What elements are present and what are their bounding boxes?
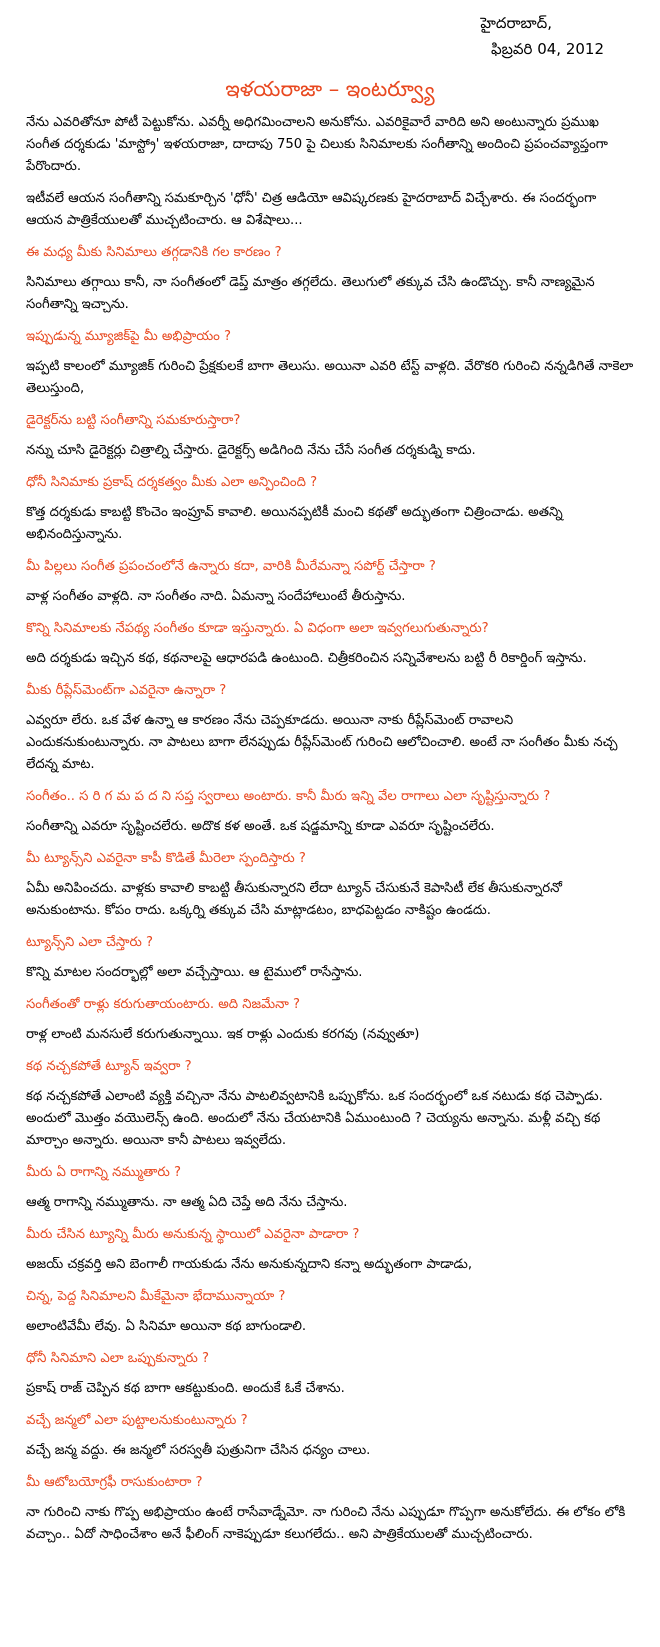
question: కథ నచ్చకపోతే ట్యూన్ ఇవ్వరా ?: [26, 1059, 192, 1074]
answer: అలాంటివేమీ లేవు. ఏ సినిమా అయినా కథ బాగుండాలి.: [26, 1319, 307, 1334]
question: కొన్ని సినిమాలకు నేపథ్య సంగీతం కూడా ఇస్తున్నారు. ఏ విధంగా అలా ఇవ్వగలుగుతున్నారు?: [26, 621, 489, 636]
answer: అజయ్ చక్రవర్తి అని బెంగాలీ గాయకుడు నేను అనుకున్నదాని కన్నా అద్భుతంగా పాడాడు,: [26, 1257, 473, 1272]
answer: సినిమాలు తగ్గాయి కానీ, నా సంగీతంలో డెప్త్ మాత్రం తగ్గలేదు. తెలుగులో తక్కువ చేసి ఉండొచ్చు. కానీ నాణ్యమైన సంగీతాన్ని ఇచ్చాను.: [26, 275, 595, 312]
answer: ఎవ్వరూ లేరు. ఒక వేళ ఉన్నా ఆ కారణం నేను చెప్పకూడదు. అయినా నాకు రీప్లేస్‌మెంట్ రావాలని ఎందుకనుకుంటున్నారు. నా పాటలు బాగా లేనప్పుడు రీప్లేస్‌మెంట్ గురించి ఆలోచించాలి. అంటే నా సంగీతం మీకు నచ్చ లేదన్న మాట.: [26, 713, 618, 772]
place-label: హైదరాబాద్,: [480, 14, 552, 32]
intro: [26, 112, 634, 232]
question: ఇప్పుడున్న మ్యూజిక్‌పై మీ అభిప్రాయం ?: [26, 329, 232, 344]
answer: కథ నచ్చకపోతే ఎలాంటి వ్యక్తి వచ్చినా నేను పాటలివ్వటానికి ఒప్పుకోను. ఒక సందర్భంలో ఒక నటుడు కథ చెప్పాడు. అందులో మొత్తం వయొలెన్స్ ఉంది. అందులో నేను చేయటానికి ఏముంటుంది ? చెయ్యను అన్నాను. మళ్లీ వచ్చి కథ మార్చాం అన్నారు. అయినా కానీ పాటలు ఇవ్వలేదు.: [26, 1089, 603, 1148]
question: మీ పిల్లలు సంగీత ప్రపంచంలోనే ఉన్నారు కదా, వారికి మీరేమన్నా సపోర్ట్ చేస్తారా ?: [26, 559, 436, 574]
answer: వచ్చే జన్మ వద్దు. ఈ జన్మలో సరస్వతీ పుత్రునిగా చేసిన ధన్యం చాలు.: [26, 1443, 371, 1458]
answer: నన్ను చూసి డైరెక్టర్లు చిత్రాల్ని చేస్తారు. డైరెక్టర్స్ అడిగింది నేను చేసే సంగీత దర్శకుడ్ని కాదు.: [26, 443, 476, 458]
intro-paragraph: నేను ఎవరితోనూ పోటీ పెట్టుకోను. ఎవర్నీ అధిగమించాలని అనుకోను. ఎవరికైవారే వారిది అని అంటున్నారు ప్రముఖ సంగీత దర్శకుడు 'మాస్ట్రో' ఇళయరాజా, దాదాపు 750 పై చిలుకు సినిమాలకు సంగీతాన్ని అందించి ప్రపంచవ్యాప్తంగా పేరొందారు.: [26, 115, 608, 174]
question: మీ ఆటోబయోగ్రఫీ రాసుకుంటారా ?: [26, 1475, 203, 1490]
article-title: ఇళయరాజా – ఇంటర్వ్యూ: [225, 77, 435, 101]
answer: ఆత్మ రాగాన్ని నమ్ముతాను. నా ఆత్మ ఏది చెప్తే అది నేను చేస్తాను.: [26, 1195, 348, 1210]
answer: వాళ్ల సంగీతం వాళ్లది. నా సంగీతం నాది. ఏమన్నా సందేహాలుంటే తీరుస్తాను.: [26, 589, 406, 604]
answer: రాళ్ల లాంటి మనసులే కరుగుతున్నాయి. ఇక రాళ్లు ఎందుకు కరగవు (నవ్వుతూ): [26, 1027, 420, 1042]
question: మీకు రీప్లేస్‌మెంట్‌గా ఎవరైనా ఉన్నారా ?: [26, 683, 227, 698]
question: వచ్చే జన్మలో ఎలా పుట్టాలనుకుంటున్నారు ?: [26, 1413, 248, 1428]
intro-paragraph: ఇటీవలే ఆయన సంగీతాన్ని సమకూర్చిన 'ధోనీ' చిత్ర ఆడియో ఆవిష్కరణకు హైదరాబాద్ విచ్చేశారు. ఈ సందర్భంగా ఆయన పాత్రికేయులతో ముచ్చటించారు. ఆ విశేషాలు...: [26, 191, 597, 228]
question: మీరు ఏ రాగాన్ని నమ్ముతారు ?: [26, 1165, 181, 1180]
question: ట్యూన్స్‌ని ఎలా చేస్తారు ?: [26, 935, 154, 950]
date-label: ఫిబ్రవరి 04, 2012: [490, 40, 604, 58]
question: సంగీతంతో రాళ్లు కరుగుతాయంటారు. అది నిజమేనా ?: [26, 997, 301, 1012]
answer: ప్రకాష్ రాజ్ చెప్పిన కథ బాగా ఆకట్టుకుంది. అందుకే ఓకే చేశాను.: [26, 1381, 345, 1396]
question: ధోనీ సినిమాకు ప్రకాష్ దర్శకత్వం మీకు ఎలా అన్పించింది ?: [26, 475, 318, 490]
answer: సంగీతాన్ని ఎవరూ సృష్టించలేరు. అదొక కళ అంతే. ఒక షడ్జమాన్ని కూడా ఎవరూ సృష్టించలేరు.: [26, 819, 495, 834]
dateline: [26, 10, 634, 62]
answer: ఏమీ అనిపించదు. వాళ్లకు కావాలి కాబట్టి తీసుకున్నారని లేదా ట్యూన్ చేసుకునే కెపాసిటీ లేక తీసుకున్నారనో అనుకుంటాను. కోపం రాదు. ఒక్కర్ని తక్కువ చేసి మాట్లాడటం, బాధపెట్టడం నాకిష్టం ఉండదు.: [26, 881, 562, 918]
qa-list: [26, 242, 634, 1546]
answer: కొత్త దర్శకుడు కాబట్టి కొంచెం ఇంప్రూవ్ కావాలి. అయినప్పటికీ మంచి కథతో అద్భుతంగా చిత్రించాడు. అతన్ని అభినందిస్తున్నాను.: [26, 505, 563, 542]
answer: కొన్ని మాటల సందర్భాల్లో అలా వచ్చేస్తాయి. ఆ టైములో రాసేస్తాను.: [26, 965, 363, 980]
question: మీరు చేసిన ట్యూన్ని మీరు అనుకున్న స్థాయిలో ఎవరైనా పాడారా ?: [26, 1227, 360, 1242]
question: మీ ట్యూన్స్‌ని ఎవరైనా కాపీ కొడితే మీరెలా స్పందిస్తారు ?: [26, 851, 306, 866]
answer: ఇప్పటి కాలంలో మ్యూజిక్ గురించి ప్రేక్షకులకే బాగా తెలుసు. అయినా ఎవరి టేస్ట్ వాళ్లది. వేరొకరి గురించి నన్నడిగితే నాకెలా తెలుస్తుంది,: [26, 359, 634, 396]
question: డైరెక్టర్‌ను బట్టి సంగీతాన్ని సమకూరుస్తారా?: [26, 413, 241, 428]
answer: నా గురించి నాకు గొప్ప అభిప్రాయం ఉంటే రాసేవాడ్నేమో. నా గురించి నేను ఎప్పుడూ గొప్పగా అనుకోలేదు. ఈ లోకం లోకి వచ్చాం.. ఏదో సాధించేశాం అనే ఫీలింగ్ నాకెప్పుడూ కలుగలేదు.. అని పాత్రికేయులతో ముచ్చటించారు.: [26, 1505, 626, 1542]
question: సంగీతం.. స రి గ మ ప ద ని సప్త స్వరాలు అంటారు. కానీ మీరు ఇన్ని వేల రాగాలు ఎలా సృష్టిస్తున్నారు ?: [26, 789, 551, 804]
question: ధోనీ సినిమాని ఎలా ఒప్పుకున్నారు ?: [26, 1351, 209, 1366]
question: చిన్న, పెద్ద సినిమాలని మీకేమైనా భేదామున్నాయా ?: [26, 1289, 286, 1304]
answer: అది దర్శకుడు ఇచ్చిన కథ, కథనాలపై ఆధారపడి ఉంటుంది. చిత్రీకరించిన సన్నివేశాలను బట్టి రీ రికార్డింగ్ ఇస్తాను.: [26, 651, 587, 666]
question: ఈ మధ్య మీకు సినిమాలు తగ్గడానికి గల కారణం ?: [26, 245, 282, 260]
